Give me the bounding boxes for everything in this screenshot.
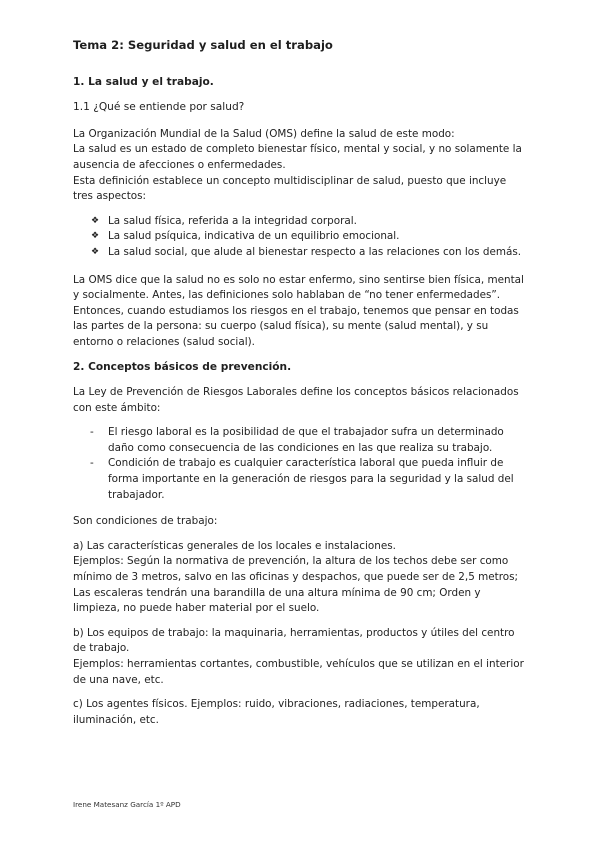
condition-b-examples: Ejemplos: herramientas cortantes, combustible, vehículos que se utilizan en el interior de una nave, etc. [73,658,524,686]
oms-explanation-paragraph: La OMS dice que la salud no es solo no estar enfermo, sino sentirse bien física, mental y socialmente. Antes, las definiciones solo hablaban de “no tener enfermedades”. Entonces, cuando estudiamos los riesgos en el trabajo, tenemos que pensar en todas las partes de la persona: su cuerpo (salud física), su mente (salud mental), y su entorno o relaciones (salud social). [73,273,524,348]
condition-a-paragraph [73,539,525,617]
list-item [91,229,525,245]
list-item-text: La salud psíquica, indicativa de un equilibrio emocional. [108,230,400,243]
list-item [90,456,525,503]
condition-a-title: a) Las características generales de los locales e instalaciones. [73,539,396,552]
definition-aspects-line: Esta definición establece un concepto multidisciplinar de salud, puesto que incluye tres aspectos: [73,174,507,203]
health-aspects-list [73,214,525,261]
conditions-intro-paragraph: Son condiciones de trabajo: [73,515,218,528]
list-item-text: El riesgo laboral es la posibilidad de que el trabajador sufra un determinado daño como consecuencia de las condiciones en las que realiza su trabajo. [108,426,504,454]
dash-bullet-icon: - [90,426,94,439]
document-title: Tema 2: Seguridad y salud en el trabajo [73,38,333,52]
section-1-1-subheading: 1.1 ¿Qué se entiende por salud? [73,101,245,114]
diamond-bullet-icon: ❖ [91,246,100,257]
page-footer: Irene Matesanz García 1º APD [73,800,181,809]
diamond-bullet-icon: ❖ [91,215,100,226]
condition-c-paragraph: c) Los agentes físicos. Ejemplos: ruido, vibraciones, radiaciones, temperatura, iluminación, etc. [73,698,480,726]
condition-a-examples: Ejemplos: Según la normativa de prevención, la altura de los techos debe ser como mínimo de 3 metros, salvo en las oficinas y despachos, que puede ser de 2,5 metros; Las escaleras tendrán una barandilla de una altura mínima de 90 cm; Orden y limpieza, no puede haber material por el suelo. [73,555,519,615]
diamond-bullet-icon: ❖ [91,231,100,242]
list-item-text: La salud social, que alude al bienestar respecto a las relaciones con los demás. [108,245,522,258]
who-definition-line: La salud es un estado de completo bienestar físico, mental y social, y no solamente la ausencia de afecciones o enfermedades. [73,143,522,171]
law-intro-paragraph: La Ley de Prevención de Riesgos Laborales define los conceptos básicos relacionados con este ámbito: [73,386,519,414]
condition-b-title: b) Los equipos de trabajo: la maquinaria, herramientas, productos y útiles del centro de trabajo. [73,626,515,655]
condition-b-paragraph [73,626,525,688]
document-body [73,38,525,737]
who-definition-paragraph [73,127,525,205]
list-item [91,245,525,261]
list-item [90,425,525,456]
list-item [91,214,525,230]
prevention-concepts-list [73,425,525,503]
dash-bullet-icon: - [90,457,94,470]
list-item-text: Condición de trabajo es cualquier característica laboral que pueda influir de forma importante en la generación de riesgos para la seguridad y la salud del trabajador. [108,457,514,501]
list-item-text: La salud física, referida a la integridad corporal. [108,214,357,227]
who-intro-line: La Organización Mundial de la Salud (OMS) define la salud de este modo: [73,127,455,140]
section-2-heading: 2. Conceptos básicos de prevención. [73,360,292,373]
section-1-heading: 1. La salud y el trabajo. [73,75,214,88]
